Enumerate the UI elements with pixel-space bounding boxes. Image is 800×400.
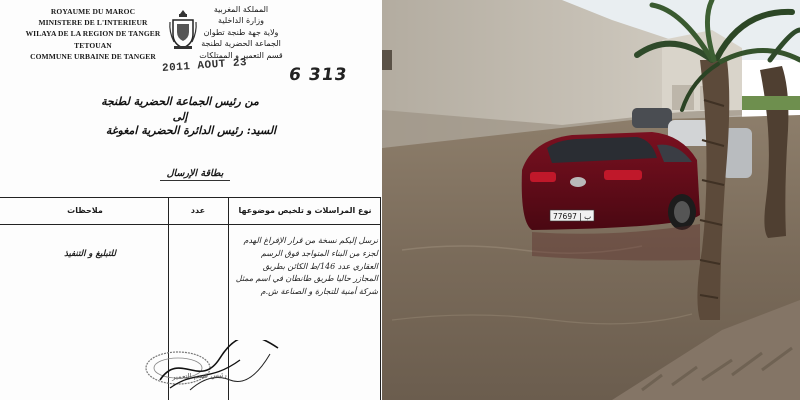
header-fr-line: WILAYA DE LA REGION DE TANGER bbox=[25, 29, 161, 39]
to-line: إلى bbox=[172, 111, 188, 123]
header-fr-line: TETOUAN bbox=[74, 40, 112, 50]
red-hatchback bbox=[522, 132, 700, 230]
header-ar-line: ولاية جهة طنجة تطوان bbox=[203, 27, 279, 37]
subject-line: لجزء من البناء المتواجد فوق الرسم bbox=[260, 248, 378, 258]
recipient-line: السيد: رئيس الدائرة الحضرية امغوغة bbox=[105, 124, 277, 137]
subject-line: العقاري عدد 146/ط الكائن بطريق bbox=[262, 261, 378, 271]
header-fr-line: MINISTERE DE L'INTERIEUR bbox=[38, 18, 148, 28]
header-ar-line: المملكة المغربية bbox=[213, 5, 269, 14]
header-french bbox=[8, 6, 178, 62]
license-plate: 77697 | ب bbox=[553, 212, 592, 221]
header-arabic bbox=[166, 4, 316, 61]
official-stamp-signature bbox=[140, 340, 280, 400]
stamp-caption: رئيس قسم التعمير bbox=[171, 371, 227, 381]
table-cell-remarks: للتبليغ و التنفيذ bbox=[64, 249, 116, 259]
table-header-subject: نوع المراسلات و تلخيص موضوعها bbox=[238, 206, 372, 215]
header-ar-line: وزارة الداخلية bbox=[218, 16, 264, 26]
document-scan bbox=[0, 0, 382, 400]
sender-line: من رئيس الجماعة الحضرية لطنجة bbox=[101, 95, 259, 108]
table-cell-subject bbox=[232, 235, 378, 299]
header-fr-line: ROYAUME DU MAROC bbox=[50, 7, 136, 16]
header-fr-line: COMMUNE URBAINE DE TANGER bbox=[30, 51, 156, 61]
subject-line: نرسل إليكم نسخة من قرار الإفراغ الهدم bbox=[243, 236, 378, 245]
header-ar-line: الجماعة الحضرية لطنجة bbox=[201, 39, 281, 49]
date-stamp: 2011 AOUT 23 bbox=[161, 57, 248, 75]
reference-number: 6 313 bbox=[287, 65, 349, 85]
table-header-count: عدد bbox=[190, 206, 206, 215]
grass-strip bbox=[742, 96, 800, 110]
table-divider bbox=[0, 224, 380, 225]
header-ar-line: قسم التعمير و الممتلكات bbox=[199, 50, 283, 60]
flood-scene bbox=[382, 0, 800, 400]
distant-car bbox=[632, 108, 672, 128]
window-opening bbox=[382, 50, 392, 70]
document-title: بطاقة الإرسال bbox=[160, 168, 230, 181]
table-header-remarks: ملاحظات bbox=[67, 206, 103, 215]
subject-line: شركة أمنية للتجارة و الصناعة ش.م bbox=[260, 287, 378, 297]
subject-line: المجازر حاليا طريق طانطان في اسم ممثل bbox=[235, 274, 378, 284]
flood-photo bbox=[382, 0, 800, 400]
